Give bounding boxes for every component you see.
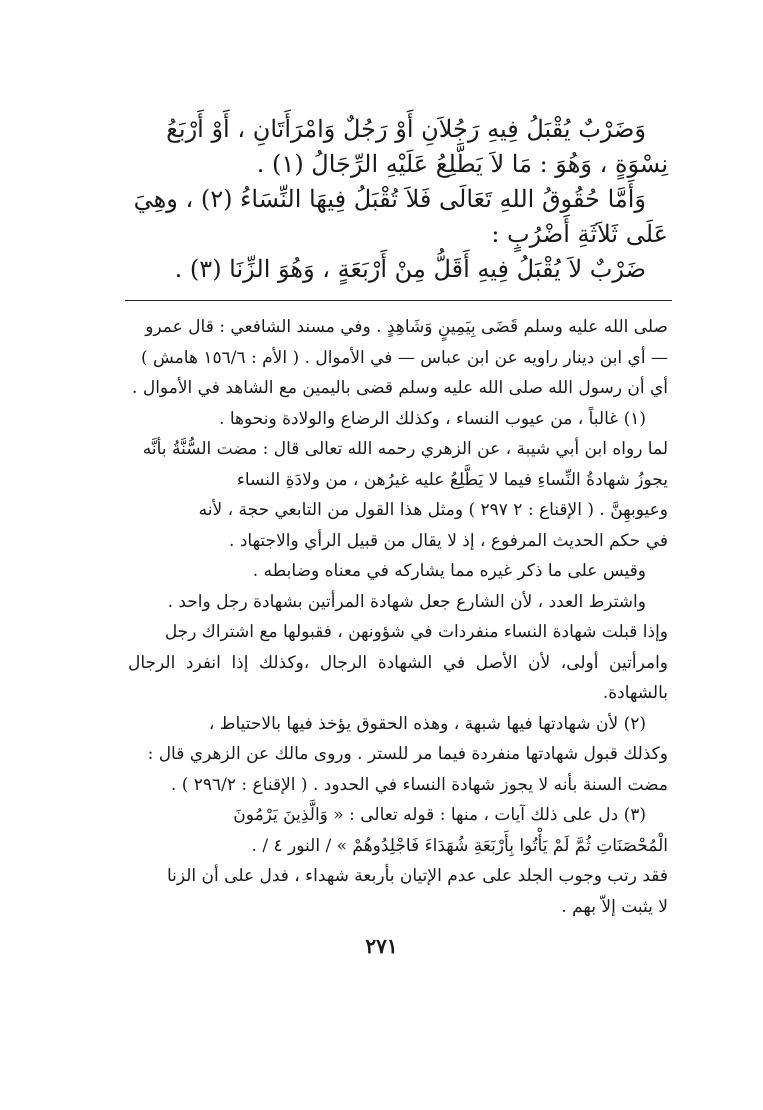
main-text-block (128, 112, 668, 287)
footnote-line-4: (١) غالباً ، من عيوب النساء ، وكذلك الرضاع والولادة ونحوها . (219, 408, 646, 429)
footnote-line-3: أي أن رسول الله صلى الله عليه وسلم قضى باليمين مع الشاهد في الأموال . (132, 378, 668, 398)
main-line-3: وَأَمَّا حُقُوقُ اللهِ تَعَالَى فَلاَ تُقْبَلُ فِيهَا النِّسَاءُ (٢) ، وهِيَ (133, 185, 646, 213)
footnote-line-9: وقيس على ما ذكر غيره مما يشاركه في معناه وضابطه . (252, 561, 646, 581)
footnote-divider (125, 300, 672, 301)
footnote-line-18: فقد رتب وجوب الجلد على عدم الإتيان بأربعة شهداء ، فدل على أن الزنا (166, 866, 668, 886)
footnote-line-10: واشترط العدد ، لأن الشارع جعل شهادة المرأتين بشهادة رجل واحد . (167, 591, 646, 612)
footnote-line-17: الْمُحْصَنَاتِ ثُمَّ لَمْ يَأْتُوا بِأَرْبَعَةِ شُهَدَاءَ فَاجْلِدُوهُمْ » / النور ٤ / . (251, 835, 668, 856)
footnote-line-16: (٣) دل على ذلك آيات ، منها : قوله تعالى : « وَالَّذِينَ يَرْمُونَ (233, 805, 646, 825)
footnote-line-19: لا يثبت إلاّ بهم . (561, 896, 668, 917)
footnote-line-14: وكذلك قبول شهادتها منفردة فيما مر للستر . وروى مالك عن الزهري قال : (147, 744, 668, 764)
footnote-line-8: في حكم الحديث المرفوع ، إذ لا يقال من قبيل الرأي والاجتهاد . (229, 530, 668, 551)
main-line-4: عَلَى ثَلاَثَةِ أَضْرُبٍ : (491, 220, 668, 248)
footnote-line-7: وعيوبهِنَّ . ( الإقناع : ٢ ٢٩٧ ) ومثل هذا القول من التابعي حجة ، لأنه (198, 500, 668, 520)
footnote-line-1: صلى الله عليه وسلم قَضَى بِيَمِينٍ وَشَاهِدٍ . وفي مسند الشافعي : قال عمرو (145, 317, 668, 337)
footnotes-block (128, 312, 668, 922)
footnote-line-5: لما رواه ابن أبي شيبة ، عن الزهري رحمه الله تعالى قال : مضت السُّنَّةُ بأنَّه (142, 439, 668, 459)
page-number: ٢٧١ (365, 934, 398, 958)
footnote-line-12: وامرأتين أولى، لأن الأصل في الشهادة الرجال ،وكذلك إذا انفرد الرجال بالشهادة. (128, 652, 668, 703)
footnote-line-11: وإذا قبلت شهادة النساء منفردات في شؤونهن ، فقبولها مع اشتراك رجل (164, 622, 668, 642)
main-line-5: ضَرْبٌ لاَ يُقْبَلُ فِيهِ أَقَلُّ مِنْ أَرْبَعَةٍ ، وَهُوَ الزِّنَا (٣) . (174, 255, 646, 283)
footnote-line-2: — أي ابن دينار راويه عن ابن عباس — في الأموال . ( الأم : ١٥٦/٦ هامش ) (140, 347, 668, 368)
main-line-1: وَضَرْبٌ يُقْبَلُ فِيهِ رَجُلاَنِ أَوْ رَجُلٌ وَامْرَأَتَانِ ، أَوْ أَرْبَعُ (166, 115, 646, 143)
main-line-2: نِسْوَةٍ ، وَهُوَ : مَا لاَ يَطَّلِعُ عَلَيْهِ الرِّجَالُ (١) . (256, 150, 668, 178)
footnote-line-15: مضت السنة بأنه لا يجوز شهادة النساء في الحدود . ( الإقناع : ٢٩٦/٢ ) . (170, 774, 668, 795)
footnote-line-6: يجوزُ شهادةُ النِّساءِ فيما لا يَطَّلِعُ عليه غيرُهن ، من ولادَةِ النساء (236, 469, 668, 490)
footnote-line-13: (٢) لأن شهادتها فيها شبهة ، وهذه الحقوق يؤخذ فيها بالاحتياط ، (208, 713, 646, 734)
